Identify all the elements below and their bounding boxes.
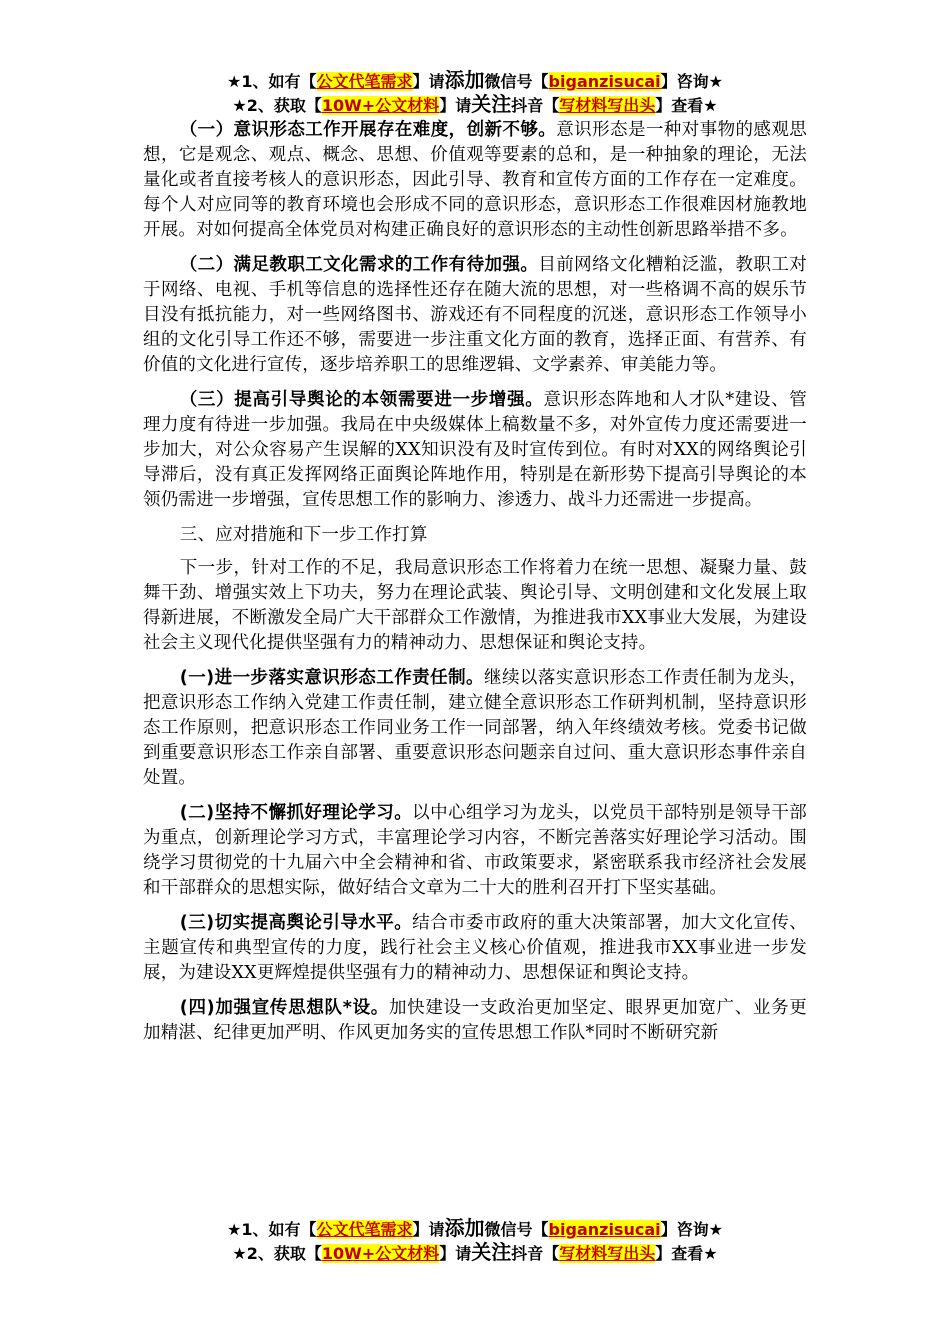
paragraph: （三）提高引导舆论的本领需要进一步增强。意识形态阵地和人才队*建设、管理力度有待进一步加强。我局在中央级媒体上稿数量不多，对外宣传力度还需要进一步加大，对公众容易产生误解的XX知识没有及时宣传到位。有时对XX的网络舆论引导滞后，没有真正发挥网络正面舆论阵地作用，特别是在新形势下提高引导舆论的本领仍需进一步增强，宣传思想工作的影响力、渗透力、战斗力还需进一步提高。 (143, 390, 808, 510)
section-heading: 三、应对措施和下一步工作打算 (179, 525, 428, 545)
wechat-id: biganzisucai (548, 1220, 661, 1239)
wechat-id: biganzisucai (548, 72, 661, 91)
banner-line-1: ★1、如有【公文代笔需求】请添加微信号【biganzisucai】咨询★ (227, 1216, 723, 1240)
highlight-text: 公文代笔需求 (316, 72, 413, 91)
paragraph: （二）满足教职工文化需求的工作有待加强。目前网络文化糟粕泛滥，教职工对于网络、电视、手机等信息的选择性还存在随大流的思想，对一些格调不高的娱乐节目没有抵抗能力，对一些网络图书、游戏还有不同程度的沉迷，意识形态工作领导小组的文化引导工作还不够，需要进一步注重文化方面的教育，选择正面、有营养、有价值的文化进行宣传，逐步培养职工的思维逻辑、文学素养、审美能力等。 (143, 255, 808, 375)
banner-line-1: ★1、如有【公文代笔需求】请添加微信号【biganzisucai】咨询★ (227, 68, 723, 92)
paragraph: （一）意识形态工作开展存在难度，创新不够。意识形态是一种对事物的感观思想，它是观念、观点、概念、思想、价值观等要素的总和，是一种抽象的理论，无法量化或者直接考核人的意识形态，因此引导、教育和宣传方面的工作存在一定难度。每个人对应同等的教育环境也会形成不同的意识形态，意识形态工作很难因材施教地开展。对如何提高全体党员对构建正确良好的意识形态的主动性创新思路举措不多。 (143, 120, 807, 240)
header-banner (0, 68, 950, 116)
highlight-text: 公文代笔需求 (316, 1220, 413, 1239)
banner-line-2: ★2、获取【10W+公文材料】请关注抖音【写材料写出头】查看★ (232, 92, 718, 116)
paragraph: (三)切实提高舆论引导水平。结合市委市政府的重大决策部署，加大文化宣传、主题宣传和典型宣传的力度，践行社会主义核心价值观，推进我市XX事业进一步发展，为建设XX更辉煌提供坚强有力的精神动力、思想保证和舆论支持。 (143, 913, 807, 983)
paragraph: (一)进一步落实意识形态工作责任制。继续以落实意识形态工作责任制为龙头，把意识形态工作纳入党建工作责任制，建立健全意识形态工作研判机制，坚持意识形态工作原则，把意识形态工作同业务工作一同部署，纳入年终绩效考核。党委书记做到重要意识形态工作亲自部署、重要意识形态问题亲自过问、重大意识形态事件亲自处置。 (143, 668, 807, 788)
paragraph: (四)加强宣传思想队*设。加快建设一支政治更加坚定、眼界更加宽广、业务更加精湛、纪律更加严明、作风更加务实的宣传思想工作队*同时不断研究新 (143, 998, 807, 1043)
banner-line-2: ★2、获取【10W+公文材料】请关注抖音【写材料写出头】查看★ (232, 1240, 718, 1264)
paragraph: (二)坚持不懈抓好理论学习。以中心组学习为龙头，以党员干部特别是领导干部为重点，创新理论学习方式，丰富理论学习内容，不断完善落实好理论学习活动。围绕学习贯彻党的十九届六中全会精神和省、市政策要求，紧密联系我市经济社会发展和干部群众的思想实际，做好结合文章为二十大的胜利召开打下坚实基础。 (143, 803, 807, 898)
douyin-id: 写材料写出头 (559, 1244, 656, 1263)
highlight-text: 10W+公文材料 (321, 1244, 440, 1263)
highlight-text: 10W+公文材料 (321, 96, 440, 115)
document-body (143, 118, 807, 1056)
paragraph: 下一步，针对工作的不足，我局意识形态工作将着力在统一思想、凝聚力量、鼓舞干劲、增强实效上下功夫，努力在理论武装、舆论引导、文明创建和文化发展上取得新进展，不断激发全局广大干部群众工作激情，为推进我市XX事业大发展，为建设社会主义现代化提供坚强有力的精神动力、思想保证和舆论支持。 (143, 558, 807, 653)
footer-banner (0, 1216, 950, 1264)
douyin-id: 写材料写出头 (559, 96, 656, 115)
